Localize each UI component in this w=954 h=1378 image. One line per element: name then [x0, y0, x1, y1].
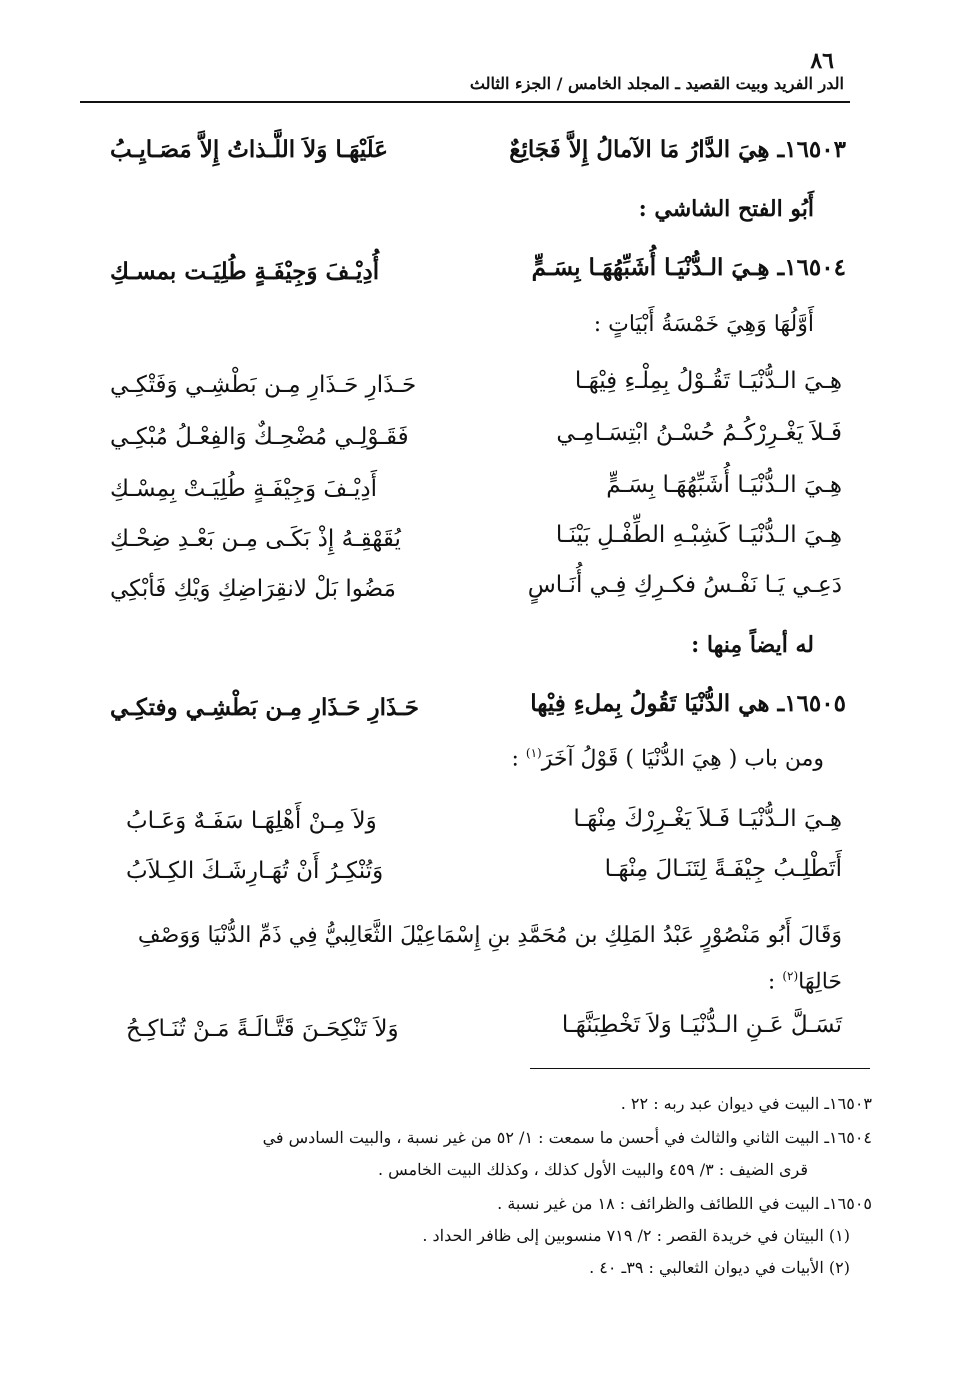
- verse-number: ١٦٥٠٣ـ: [777, 136, 846, 163]
- verse-16503-second: عَلَيْهَـا وَلاَ اللَّـذاتُ إِلاَّ مَصَـايِـبُ: [110, 136, 388, 163]
- verse-number: ١٦٥٠٥ـ: [777, 690, 846, 717]
- poem-five-5-first: دَعِـي يَـا نَفْـسُ فكـرِكِ فِـي أُنَـاسٍ: [527, 572, 842, 598]
- poem-five-1-first: هِـيَ الـدُّنْيَـا تَقُـوْلُ بِمِلْـءِ فِيْهَـا: [574, 368, 842, 394]
- footnote-16505: ١٦٥٠٥ـ البيت في اللطائف والظرائف : ١٨ من غير نسبة .: [497, 1194, 872, 1213]
- poem-two-1-first: هِـيَ الـدُّنْيَـا فَـلاَ يَغْـرِرْكَ مِنْهَـا: [573, 806, 842, 832]
- verse-16504-second: أُدِيْـفَ وَجِيْفَـةٍ طُلِيَـت بمسـكِ: [110, 258, 380, 285]
- poem-five-3-first: هِـيَ الـدُّنْيَـا أُشَبِّهُهَـا بِسَـمٍّ: [606, 472, 842, 498]
- thaalibi-intro: [100, 916, 842, 1002]
- poem-two-2-first: أَتَطْلِـبُ جِيْفَـةً لِتَنَـالَ مِنْهَـا: [604, 856, 842, 882]
- poem-five-4-second: يُقَهْقِـهُ إِذْ بَكَـى مِـن بَعْـدِ ضِحْـكِ: [110, 526, 401, 552]
- poem-two-1-second: وَلاَ مِـنْ أَهْلِهَـا سَفَـهٌ وَعَـابُ: [126, 808, 377, 834]
- last-verse-second: وَلاَ تَنْكِحَـنَ قَتَّـالَـةً مَـنْ تُنَـاكِـحُ: [126, 1016, 399, 1042]
- poem-five-2-second: فَقَـوْلِـي مُضْحِـكٌ وَالفِعْـلُ مُبْكِـي: [110, 424, 409, 450]
- footnote-16504-line2: قرى الضيف : ٣/ ٤٥٩ والبيت الأول كذلك ، وكذلك البيت الخامس .: [377, 1160, 808, 1179]
- footnote-rule: [530, 1068, 870, 1069]
- bab-intro-colon: :: [511, 746, 526, 772]
- header-rule: [80, 101, 850, 103]
- verse-16504-first: [532, 254, 846, 281]
- poem-five-5-second: مَضُوا بَلْ لانقِرَاضِكِ وَيْكِ فَأبْكِي: [110, 576, 396, 602]
- footnote-16503: ١٦٥٠٣ـ البيت في ديوان عبد ربه : ٢٢ .: [620, 1094, 872, 1113]
- poem-five-3-second: أَدِيْـفَ وَجِيْفَـةٍ طُلِيَـتْ بِمِسْـكِ: [110, 476, 378, 502]
- thaalibi-intro-colon: :: [767, 969, 783, 995]
- running-title: الدر الفريد وبيت القصيد ـ المجلد الخامس / الجزء الثالث: [469, 74, 844, 93]
- bab-intro-text: ومن باب ( هِيَ الدُّنْيَا ) قَوْلُ آخَرَ: [541, 746, 824, 772]
- hemistich: هِيَ الدَّارُ مَا الآمالُ إِلاَّ فَجَائِعٌ: [509, 136, 770, 163]
- verse-16505-first: [530, 690, 846, 717]
- footnote-ref-2[interactable]: (٢): [782, 969, 799, 983]
- attribution-shashi: أَبُو الفتح الشاشي :: [638, 196, 814, 222]
- intro-five-verses: أَوَّلُهَا وَهِيَ خَمْسَةُ أَبْيَاتٍ :: [593, 312, 814, 337]
- footnote-ref-1[interactable]: (١): [525, 746, 542, 760]
- footnote-note-1: (١) البيتان في خريدة القصر : ٢/ ٧١٩ منسوبين إلى ظافر الحداد .: [422, 1226, 850, 1245]
- poem-five-4-first: هِـيَ الـدُّنْيَـا كَشِبْـهِ الطِّفْـلِ بَيْنَـا: [555, 522, 842, 548]
- footnote-16504-line1: ١٦٥٠٤ـ البيت الثاني والثالث في أحسن ما سمعت : ١/ ٥٢ من غير نسبة ، والبيت السادس في: [262, 1128, 872, 1147]
- page-number: ٨٦: [810, 48, 834, 74]
- hemistich: هِـيَ الـدُّنْيَـا أُشَبِّهُهَـا بِسَـمٍّ: [531, 254, 770, 281]
- poem-five-2-first: فَـلاَ يَغْـرِرْكُـمُ حُسْـنُ ابْتِسَـامِـي: [556, 420, 842, 446]
- last-verse-first: تَسَـلَّ عَـنِ الـدُّنْيَـا وَلاَ تَخْطِبَنَّهَـا: [561, 1012, 842, 1038]
- attribution-also: له أيضاً مِنها :: [691, 632, 814, 658]
- hemistich: هي الدُّنْيَا تَقُولُ بِملءِ فِيْها: [530, 690, 770, 717]
- poem-five-1-second: حَـذَارِ حَـذَارِ مِـن بَطْشِـي وَفَتْكِـي: [110, 372, 417, 398]
- verse-16505-second: حَـذَارِ حَـذَارِ مِـن بَطْشِـي وفتكِـي: [110, 694, 419, 721]
- verse-number: ١٦٥٠٤ـ: [777, 254, 846, 281]
- bab-intro: [511, 746, 824, 771]
- thaalibi-intro-line2: حَالِهَا: [798, 969, 842, 995]
- poem-two-2-second: وَتُنْكِـرُ أَنْ تُهَـارِشَـكَ الكِـلاَبُ: [126, 858, 384, 884]
- verse-16503-first: [509, 136, 846, 163]
- footnote-note-2: (٢) الأبيات في ديوان الثعالبي : ٣٩ـ ٤٠ .: [589, 1258, 850, 1277]
- thaalibi-intro-line1: وَقَالَ أَبُو مَنْصُوْرٍ عَبْدُ المَلِكِ بن مُحَمَّدِ بنِ إِسْمَاعِيْلَ الثَّعَالِبيُّ فِي ذَمِّ الدُّنْيَا وَوَصْفِ: [137, 923, 842, 948]
